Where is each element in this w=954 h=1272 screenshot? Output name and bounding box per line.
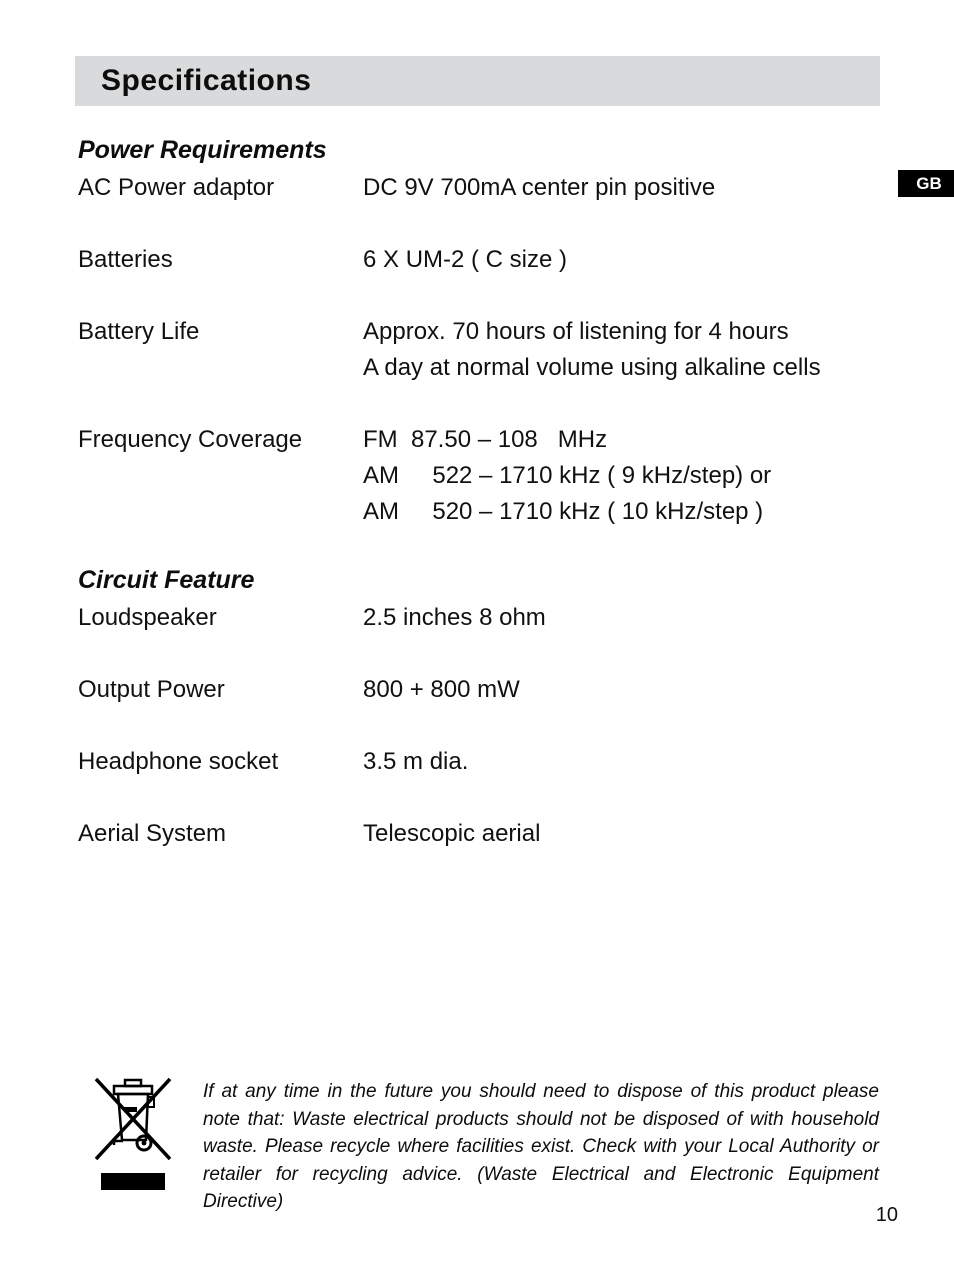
disposal-notice bbox=[93, 1070, 883, 1216]
spec-label: Output Power bbox=[78, 676, 225, 703]
spec-label: Aerial System bbox=[78, 820, 227, 847]
spec-value-line: Approx. 70 hours of listening for 4 hours bbox=[363, 318, 789, 345]
spec-value-line: 800 + 800 mW bbox=[363, 676, 520, 703]
spec-value-line: 3.5 m dia. bbox=[363, 748, 469, 775]
spec-value-line: Telescopic aerial bbox=[363, 820, 541, 847]
spec-value-line: FM 87.50 – 108 MHz bbox=[363, 426, 608, 453]
spec-value bbox=[363, 744, 880, 780]
spec-row-frequency-coverage bbox=[78, 422, 880, 530]
spec-value bbox=[363, 600, 880, 636]
spec-value bbox=[363, 672, 880, 708]
page-title: Specifications bbox=[101, 64, 312, 97]
language-badge: GB bbox=[898, 170, 954, 197]
spec-value-line: DC 9V 700mA center pin positive bbox=[363, 174, 716, 201]
spec-value bbox=[363, 170, 880, 206]
spec-value-line: 6 X UM-2 ( C size ) bbox=[363, 246, 568, 273]
disposal-text: If at any time in the future you should need to dispose of this product please note that: Waste electrical products should not be disposed of with household waste. Please recycle where facilities exist. Check with your Local Authority or retailer for recycling advice. (Waste Electrical and Electronic Equipment Directive) bbox=[203, 1081, 879, 1212]
section-heading-circuit-feature: Circuit Feature bbox=[78, 566, 255, 594]
spec-label: Batteries bbox=[78, 246, 173, 273]
spec-row-aerial-system bbox=[78, 816, 880, 852]
spec-row-output-power bbox=[78, 672, 880, 708]
spec-row-headphone-socket bbox=[78, 744, 880, 780]
spec-label: AC Power adaptor bbox=[78, 174, 275, 201]
spec-label: Frequency Coverage bbox=[78, 426, 303, 453]
spec-value-line: A day at normal volume using alkaline cells bbox=[363, 354, 821, 381]
spec-value bbox=[363, 314, 880, 386]
spec-row-batteries bbox=[78, 242, 880, 278]
spec-value bbox=[363, 422, 880, 530]
spec-row-battery-life bbox=[78, 314, 880, 386]
spec-value-line: 2.5 inches 8 ohm bbox=[363, 604, 546, 631]
section-heading-power-requirements: Power Requirements bbox=[78, 136, 327, 164]
spec-value bbox=[363, 816, 880, 852]
section-header-bar bbox=[75, 56, 880, 106]
spec-value bbox=[363, 242, 880, 278]
weee-crossed-out-wheelie-bin-icon bbox=[93, 1070, 173, 1192]
spec-row-ac-power-adaptor bbox=[78, 170, 880, 206]
spec-row-loudspeaker bbox=[78, 600, 880, 636]
spec-value-line: AM 520 – 1710 kHz ( 10 kHz/step ) bbox=[363, 498, 764, 525]
specifications-content bbox=[78, 136, 880, 888]
spec-label: Loudspeaker bbox=[78, 604, 217, 631]
spec-label: Battery Life bbox=[78, 318, 200, 345]
spec-value-line: AM 522 – 1710 kHz ( 9 kHz/step) or bbox=[363, 462, 772, 489]
spec-label: Headphone socket bbox=[78, 748, 279, 775]
page-number: 10 bbox=[875, 1204, 898, 1226]
